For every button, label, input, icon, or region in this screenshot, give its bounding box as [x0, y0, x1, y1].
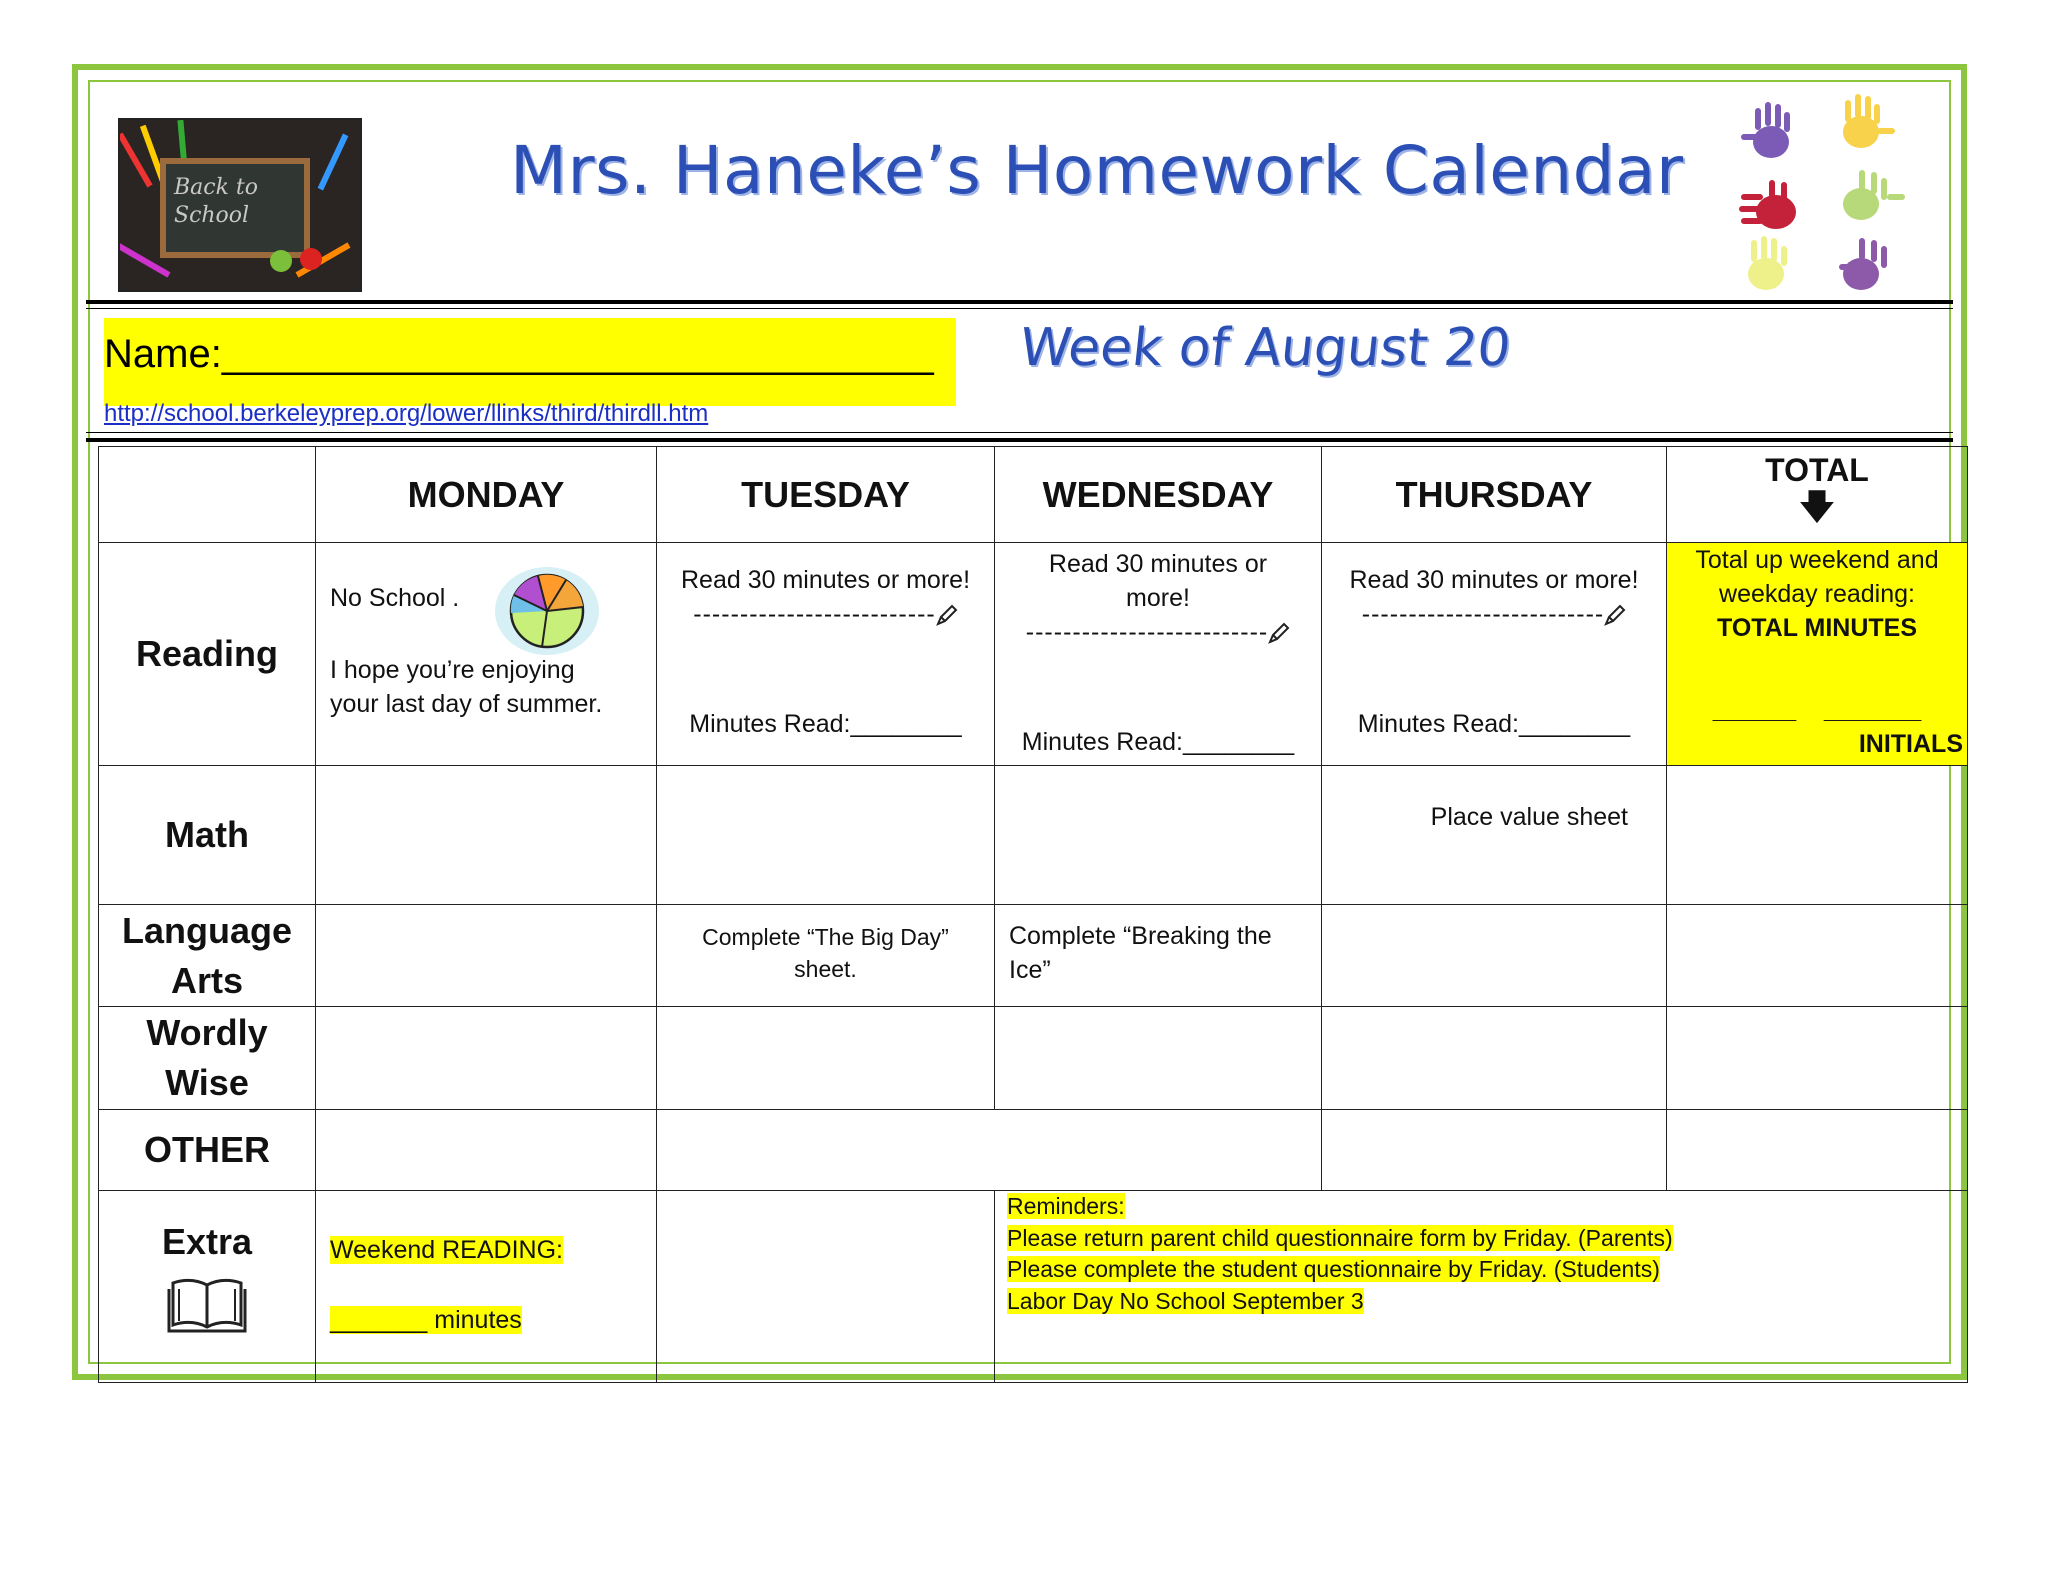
header-corner	[99, 447, 316, 543]
total-label: TOTAL	[1765, 452, 1869, 488]
extra-weekend-minutes[interactable]: _______ minutes	[330, 1306, 522, 1334]
back-to-school-photo	[118, 118, 362, 292]
pencil-icon	[936, 604, 958, 626]
reading-wednesday-dashes: --------------------------	[1025, 618, 1269, 646]
other-tuesday-wednesday	[657, 1110, 1322, 1191]
page-frame	[72, 64, 1967, 1380]
extra-monday-line1-wrap	[330, 1233, 563, 1267]
reading-total-text: Total up weekend and weekday reading:	[1695, 546, 1939, 608]
page-title: Mrs. Haneke’s Homework Calendar	[510, 132, 1684, 209]
pencil-icon	[1268, 622, 1290, 644]
reading-total-minutes: TOTAL MINUTES	[1717, 614, 1917, 642]
subject-math: Math	[99, 766, 316, 905]
table-header-row	[99, 447, 1968, 543]
wordly-wise-tuesday	[657, 1007, 995, 1110]
language-arts-total	[1667, 905, 1968, 1007]
header-thursday: THURSDAY	[1322, 447, 1667, 543]
wordly-wise-thursday	[1322, 1007, 1667, 1110]
reading-total	[1667, 543, 1968, 766]
reminder-line-0-wrap	[1007, 1191, 1955, 1223]
extra-monday	[316, 1191, 657, 1383]
header-divider	[86, 300, 1953, 304]
subject-language-arts-line2: Arts	[170, 959, 244, 1001]
subject-extra-label: Extra	[161, 1221, 253, 1262]
extra-monday-line2-wrap	[330, 1303, 522, 1337]
chalkboard	[160, 158, 310, 258]
reading-thursday-minutes[interactable]: Minutes Read:________	[1357, 710, 1631, 738]
row-other	[99, 1110, 1968, 1191]
subject-other: OTHER	[99, 1110, 316, 1191]
extra-tuesday	[657, 1191, 995, 1383]
reading-thursday-dash-line	[1322, 597, 1666, 631]
apple-green	[270, 250, 292, 272]
reading-wednesday	[995, 543, 1322, 766]
photo-text: Back to School	[174, 175, 259, 228]
header-divider-thin	[86, 308, 1953, 309]
reminder-line-3-wrap	[1007, 1286, 1955, 1318]
reading-thursday	[1322, 543, 1667, 766]
subject-language-arts-line1: Language	[121, 909, 292, 951]
other-total	[1667, 1110, 1968, 1191]
beach-ball-icon	[492, 559, 602, 659]
wordly-wise-monday	[316, 1007, 657, 1110]
handprint-yellow-bottom	[1748, 236, 1787, 290]
language-arts-wednesday-text: Complete “Breaking the Ice”	[1009, 922, 1272, 984]
reading-total-initials: INITIALS	[1858, 730, 1963, 758]
name-divider	[86, 438, 1953, 442]
math-monday	[316, 766, 657, 905]
language-arts-monday	[316, 905, 657, 1007]
handprint-purple	[1741, 102, 1790, 158]
row-wordly-wise	[99, 1007, 1968, 1110]
math-tuesday	[657, 766, 995, 905]
reminder-line-2-wrap	[1007, 1254, 1955, 1286]
down-arrow-icon: 🡇	[1799, 488, 1835, 526]
row-language-arts	[99, 905, 1968, 1007]
page-frame-inner	[88, 80, 1963, 1364]
reading-total-blanks[interactable]: ______ _______	[1712, 696, 1922, 724]
language-arts-thursday	[1322, 905, 1667, 1007]
reading-thursday-text: Read 30 minutes or more!	[1349, 566, 1639, 594]
reading-wednesday-dash-line	[995, 615, 1321, 649]
language-arts-tuesday-text: Complete “The Big Day” sheet.	[702, 924, 949, 982]
header-monday: MONDAY	[316, 447, 657, 543]
row-math	[99, 766, 1968, 905]
language-arts-tuesday	[657, 905, 995, 1007]
pencil-icon	[1604, 604, 1626, 626]
reading-tuesday-dash-line	[657, 597, 994, 631]
extra-reminders	[995, 1191, 1968, 1383]
reading-monday-line1: No School .	[330, 584, 460, 612]
homework-calendar-table	[98, 446, 1968, 1383]
other-thursday	[1322, 1110, 1667, 1191]
handprint-violet	[1839, 238, 1887, 290]
handprint-red	[1739, 180, 1796, 229]
reminder-line-1-wrap	[1007, 1223, 1955, 1255]
row-reading	[99, 543, 1968, 766]
handprints-image	[1721, 94, 1921, 304]
subject-wordly-wise	[99, 1007, 316, 1110]
math-total	[1667, 766, 1968, 905]
reading-tuesday-text: Read 30 minutes or more!	[680, 566, 971, 594]
crayon-blue	[318, 134, 349, 191]
week-of-heading: Week of August 20	[1016, 318, 1514, 378]
reading-tuesday	[657, 543, 995, 766]
reading-tuesday-dashes: --------------------------	[693, 600, 936, 628]
open-book-icon	[167, 1275, 247, 1335]
class-website-link[interactable]: http://school.berkeleyprep.org/lower/llinks/third/thirdll.htm	[104, 400, 709, 427]
reminder-line-3: Labor Day No School September 3	[1007, 1287, 1364, 1314]
header-total	[1667, 447, 1968, 543]
subject-reading: Reading	[99, 543, 316, 766]
reading-wednesday-minutes[interactable]: Minutes Read:________	[1021, 728, 1295, 756]
other-monday	[316, 1110, 657, 1191]
subject-wordly-wise-line1: Wordly	[146, 1012, 268, 1053]
subject-wordly-wise-line2: Wise	[165, 1062, 249, 1103]
reading-thursday-dashes: --------------------------	[1361, 600, 1605, 628]
header-wednesday: WEDNESDAY	[995, 447, 1322, 543]
reading-monday-line2: I hope you’re enjoying your last day of summer.	[330, 656, 603, 718]
math-wednesday	[995, 766, 1322, 905]
math-thursday	[1322, 766, 1667, 905]
apple-red	[300, 248, 322, 270]
header-tuesday: TUESDAY	[657, 447, 995, 543]
wordly-wise-wednesday	[995, 1007, 1322, 1110]
reminder-line-0: Reminders:	[1007, 1193, 1125, 1219]
row-extra	[99, 1191, 1968, 1383]
subject-language-arts	[99, 905, 316, 1007]
reading-tuesday-minutes[interactable]: Minutes Read:________	[689, 710, 962, 738]
name-field[interactable]: Name:________________________________	[104, 332, 934, 376]
reading-monday	[316, 543, 657, 766]
handprint-yellow-top	[1843, 94, 1895, 148]
reminder-line-1: Please return parent child questionnaire form by Friday. (Parents)	[1007, 1224, 1673, 1251]
reading-wednesday-text: Read 30 minutes or more!	[1048, 550, 1268, 612]
handprint-green	[1843, 170, 1905, 220]
reminder-line-2: Please complete the student questionnaire by Friday. (Students)	[1007, 1256, 1660, 1282]
language-arts-wednesday	[995, 905, 1322, 1007]
name-divider-thin	[86, 432, 1953, 433]
extra-weekend-reading: Weekend READING:	[330, 1236, 563, 1264]
math-thursday-text: Place value sheet	[1430, 803, 1628, 831]
subject-extra	[99, 1191, 316, 1383]
wordly-wise-total	[1667, 1007, 1968, 1110]
